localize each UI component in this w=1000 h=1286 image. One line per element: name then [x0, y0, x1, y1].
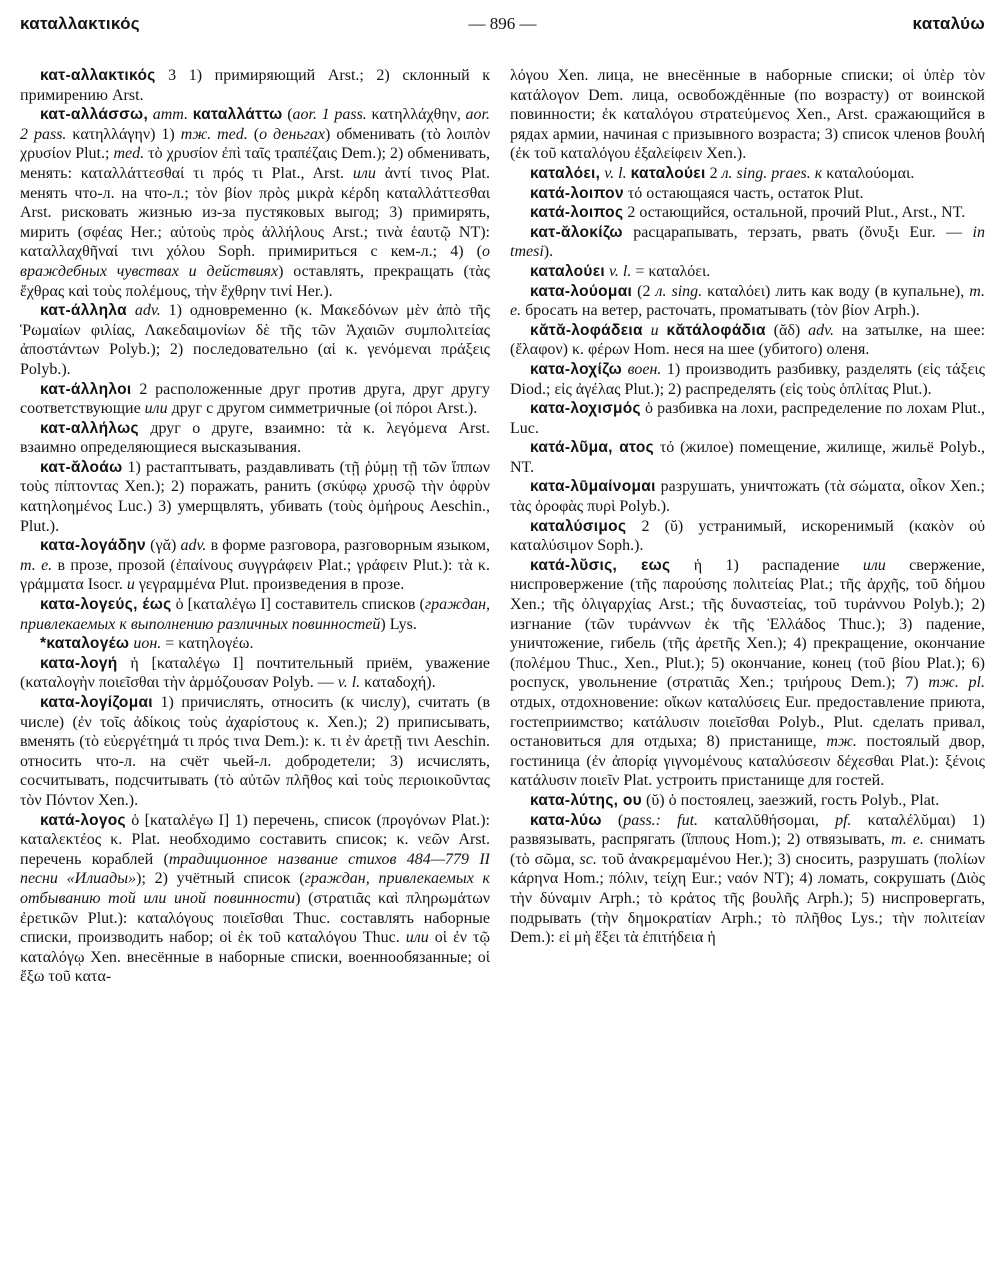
dictionary-entry	[20, 66, 490, 105]
entry-continuation	[510, 66, 985, 164]
entry-text: в форме разговора, разговорным языком,	[206, 537, 490, 555]
entry-text: τό остающаяся часть, остаток Plut.	[623, 184, 864, 202]
entry-italic-text: v. l.	[608, 262, 632, 280]
entry-text: на затылке, на шее: (ἔλαφον) κ. φέρων Hom. неся на шее (убитого) оленя.	[510, 321, 985, 359]
headword: κατ-άλληλα	[40, 302, 127, 320]
entry-text: καταλῠθήσομαι,	[698, 811, 836, 829]
dictionary-entry	[20, 380, 490, 419]
entry-text: = κατηλογέω.	[161, 635, 254, 653]
secondary-headword: καταλούει	[630, 164, 706, 182]
entry-text: οἱ ἐν τῷ καταλόγῳ Xen. внесённые в наборные списки, военнообязанные; οἱ ἔξω τοῦ κατα-	[20, 929, 490, 986]
entry-italic-text: атт.	[152, 106, 189, 124]
entry-text: ὁ [καταλέγω I] 1) перечень, список (προγόνων Plat.): καταλεκτέος κ. Plat. необходимо составить список; κ. νεῶν Arst. перечень кораблей (	[20, 811, 490, 868]
headword: κατ-αλλάσσω,	[40, 106, 149, 124]
headword: κατά-λογος	[40, 811, 126, 829]
entry-italic-text: и	[650, 321, 659, 339]
headword: κᾰτᾰ-λοφάδεια	[530, 321, 643, 339]
entry-text: = καταλόει.	[631, 262, 711, 280]
entry-italic-text: med.	[113, 145, 145, 163]
dictionary-entry	[510, 321, 985, 360]
headword: κατ-αλλακτικός	[40, 67, 156, 84]
entry-text: ) (στρατιᾶς καὶ πληρωμάτων ἐρετικῶν Plut.): καταλόγους ποιεῖσθαι Thuc. составлять наборные списки, производить набор; οἱ ἐκ τοῦ καταλόγου Thuc.	[20, 889, 490, 947]
dictionary-entry	[20, 458, 490, 536]
entry-text: в прозе, прозой (ἐπαίνους συγγράφειν Plat.; γράφειν Plut.): τὰ κ. γράμματα Isocr.	[20, 556, 490, 594]
headword: κατα-λοχίζω	[530, 360, 623, 378]
entry-text: отдых, отдохновение: οἴκων καταλύσεις Eur. предоставление приюта, гостеприимство; κατάλυσιν ποιεῖσθαι Polyb., Plut. сделать привал, остановиться для отдыха; 8) пристанище,	[510, 694, 985, 751]
entry-italic-text: ион.	[133, 635, 162, 653]
entry-text: 2 остающийся, остальной, прочий Plut., Arst., NT.	[623, 204, 966, 222]
dictionary-entry	[20, 105, 490, 301]
entry-text: ).	[543, 243, 554, 261]
dictionary-entry	[510, 477, 985, 516]
secondary-headword: καταλλάττω	[192, 106, 283, 124]
entry-italic-text: т. е.	[510, 282, 985, 320]
dictionary-entry	[510, 438, 985, 477]
entry-italic-text: или	[405, 929, 429, 947]
entry-text: 1) растаптывать, раздавливать (τῇ ῥύμῃ τῇ τῶν ἵππων τοὺς πίπτοντας Xen.); 2) поражать, ранить (σκύφῳ χρυσῷ τὴν ὀφρὺν κατηλοημένος Luc.) 3) умерщвлять, убивать (τοὺς ὁμήρους Aeschin., Plut.).	[20, 458, 490, 535]
dictionary-entry	[510, 203, 985, 223]
entry-italic-text: sc.	[579, 850, 597, 868]
headword: κατα-λογάδην	[40, 537, 146, 555]
dictionary-entry	[20, 654, 490, 693]
dictionary-entry	[510, 791, 985, 811]
entry-text: καταλόει) лить как воду (в купальне),	[702, 282, 970, 300]
entry-text: (ᾰδ)	[765, 321, 809, 339]
headword: κατα-λύω	[530, 811, 602, 829]
entry-italic-text: л. sing. praes. к	[721, 164, 823, 182]
entry-text: постоялый двор, гостиница (ἐν ἀπορίᾳ γιγνομένους καταλύσεσιν δέχεσθαι Plat.): ξένοις κατάλυσιν ποιεῖν Plat. устроить пристанище для гостей.	[510, 733, 985, 790]
entry-text: ) оставлять, прекращать (τὰς ἔχθρας καὶ τοὺς πολέμους, τὴν ἔχθρην τινί Her.).	[20, 262, 490, 300]
dictionary-entry	[510, 282, 985, 321]
dictionary-entry	[510, 556, 985, 791]
entry-italic-text: pf.	[835, 811, 852, 829]
left-column	[20, 66, 490, 1280]
entry-italic-text: л. sing.	[655, 282, 703, 300]
entry-text: разрушать, уничтожать (τὰ σώματα, οἶκον Xen.; τὰς ὀροφὰς πυρὶ Polyb.).	[510, 478, 985, 516]
entry-italic-text: и	[126, 576, 135, 594]
dictionary-entry	[510, 811, 985, 948]
entry-text: ὁ [καταλέγω I] составитель списков (	[171, 596, 425, 614]
secondary-headword: κᾰτάλοφάδια	[666, 321, 766, 339]
headword: κατα-λογεύς, έως	[40, 596, 172, 614]
entry-italic-text: или	[352, 164, 376, 182]
running-head-last-word: καταλύω	[912, 14, 985, 33]
entry-text: ἡ [καταλέγω I] почтительный приём, уважение (καταλογὴν ποιεῖσθαι τὴν ἁρμόζουσαν Polyb. —	[20, 654, 490, 692]
entry-italic-text: граждан, привлекаемых к выполнению различных повинностей	[20, 596, 490, 633]
entry-italic-text: aor. 1 pass.	[292, 106, 367, 124]
entry-text: ἡ 1) распадение	[670, 556, 863, 574]
headword: κατα-λογίζομαι	[40, 694, 153, 711]
entry-text: ὁ разбивка на лохи, распределение по лохам Plut., Luc.	[510, 400, 985, 437]
headword: καταλόει,	[530, 164, 601, 182]
entry-italic-text: граждан, привлекаемых к отбыванию той или иной повинности	[20, 870, 490, 907]
dictionary-entry	[20, 595, 490, 634]
entry-italic-text: adv.	[180, 537, 207, 555]
headword: κατα-λύτης, ου	[530, 791, 642, 809]
page-number: — 896 —	[468, 14, 537, 33]
entry-text: (	[282, 106, 293, 124]
dictionary-entry	[510, 517, 985, 556]
entry-text: ) обменивать (τὸ λοιπὸν χρυσίον Plut.;	[20, 125, 490, 163]
entry-text: τοῦ ἀνακρεμαμένου Her.); 3) сносить, разрушать (πολίων κάρηνα Hom.; πόλιν, τείχη Eur.; ναόν NT); 4) ломать, сокрушать (Διὸς τὴν δύναμιν Arph.; τὸ κράτος τῆς βουλῆς Arph.); 5) ниспровергать, подрывать (τὴν δημοκρατίαν Arph.; τὸ πλῆθος Lys.; τὴν πολιτείαν Dem.): εἰ μὴ ἕξει τὰ ἐπιτήδεια ἡ	[510, 850, 985, 947]
headword: καταλύσιμος	[530, 517, 627, 535]
entry-italic-text: т. е.	[20, 556, 53, 574]
headword: κατα-λούομαι	[530, 282, 633, 300]
entry-text: καταλούομαι.	[822, 164, 915, 182]
entry-text: снимать (τὸ σῶμα,	[510, 831, 985, 868]
entry-text: ); 2) учётный список (	[136, 870, 305, 888]
entry-text: τό (жилое) помещение, жилище, жильё Polyb., NT.	[510, 439, 985, 476]
dictionary-entry	[20, 634, 490, 654]
entry-text: κατηλλάχθην,	[366, 106, 466, 124]
headword: καταλούει	[530, 262, 605, 280]
dictionary-entry	[510, 164, 985, 184]
dictionary-entry	[510, 223, 985, 262]
entry-text: τὸ χρυσίον ἐπὶ ταῖς τραπέζαις Dem.); 2) обменивать, менять: καταλλάττεσθαί τι πρός τι Plat., Arst.	[20, 145, 490, 182]
entry-text: друг о друге, взаимно: τὰ κ. λεγόμενα Arst. взаимно определяющиеся высказывания.	[20, 419, 490, 457]
entry-text: бросать на ветер, расточать, проматывать (τὸν βίον Arph.).	[521, 302, 920, 320]
entry-text: (	[601, 811, 624, 829]
entry-italic-text: тж.	[826, 733, 857, 751]
dictionary-entry	[510, 262, 985, 282]
entry-text: (	[247, 125, 260, 143]
headword: κατα-λογή	[40, 654, 118, 672]
dictionary-entry	[510, 360, 985, 399]
headword: κατα-λῡμαίνομαι	[530, 478, 656, 496]
entry-italic-text: v. l.	[604, 164, 627, 182]
entry-italic-text: или	[144, 400, 168, 418]
entry-text: 1) одновременно (κ. Μακεδόνων μὲν ἀπὸ τῆς Ῥωμαίων φιλίας, Λακεδαιμονίων δὲ τῆς τῶν Ἀχαιῶν συμπολιτείας ἀποστάντων Polyb.); 2) последовательно (αἱ κ. γενόμεναι πράξεις Polyb.).	[20, 302, 490, 378]
entry-text	[127, 302, 135, 319]
entry-text: 2	[705, 164, 722, 182]
entry-text: γεγραμμένα Plut. произведения в прозе.	[134, 576, 405, 594]
page-header	[20, 12, 985, 40]
entry-italic-text: о деньгах	[259, 125, 326, 143]
headword: κατά-λοιπος	[530, 204, 624, 222]
entry-text: (2	[632, 282, 656, 300]
running-head-first-word: καταλλακτικός	[20, 14, 140, 33]
entry-text: друг с другом симметричные (οἱ πόροι Arst.).	[167, 400, 478, 418]
entry-italic-text: pass.: fut.	[623, 811, 699, 829]
dictionary-entry	[510, 184, 985, 204]
headword: κατ-ᾰλοκίζω	[530, 223, 623, 241]
entry-text: λόγου Xen. лица, не внесённые в наборные списки; οἱ ὑπὲρ τὸν κατάλογον Dem. лица, освобождённые (по возрасту) от воинской повинности; ἐκ καταλόγου στρατεύμενος Xen., Arst. сражающийся в рядах армии, начиная с призывного возраста; 3) список членов βουλή (ἐκ τοῦ καταλόγου ἐξαλείφειν Xen.).	[510, 67, 985, 163]
dictionary-entry	[20, 419, 490, 458]
entry-text: 1) производить разбивку, разделять (εἰς τάξεις Diod.; εἰς ἀγέλας Plut.); 2) распределять (εἰς τοὺς ὁπλίτας Plut.).	[510, 360, 985, 398]
headword: κατά-λῠσις, εως	[530, 556, 671, 574]
entry-text: (ῠ) ὁ постоялец, заезжий, гость Polyb., Plat.	[642, 791, 940, 809]
entry-italic-text: adv.	[134, 302, 161, 320]
entry-italic-text: adv.	[808, 321, 835, 339]
headword: κατ-αλλήλως	[40, 419, 139, 437]
entry-text: ) Lys.	[380, 615, 417, 633]
entry-italic-text: воен.	[627, 360, 662, 378]
entry-text: 2 расположенные друг против друга, друг другу соответствующие	[20, 380, 490, 418]
entry-text: свержение, ниспровержение (τῆς παρούσης πολιτείας Plat.; τῆς ἀρχῆς, τοῦ δήμου Xen.; τῆς ὀλιγαρχίας Arst.; τῆς δυναστείας, τοῦ τυράννου Polyb.); 2) изгнание (τῶν τυράννων ἐκ τῆς Ἑλλάδος Thuc.); 3) падение, уничтожение, гибель (τῆς ἀρετῆς Xen.); 4) прекращение, окончание (πολέμου Thuc., Xen., Plut.); 5) окончание, конец (τοῦ βίου Plat.); 6) роспуск, увольнение (στρατιᾶς Xen.; τριήρους Dem.); 7)	[510, 556, 985, 692]
headword: κατ-άλληλοι	[40, 380, 132, 398]
entry-text: 2 (ῠ) устранимый, искоренимый (κακὸν οὐ καταλύσιμον Soph.).	[510, 517, 985, 555]
entry-text: (γᾰ)	[145, 537, 181, 555]
entry-italic-text: или	[862, 556, 886, 574]
entry-italic-text: in tmesi	[510, 223, 985, 261]
headword: κατα-λοχισμός	[530, 400, 641, 418]
entry-italic-text: т. е.	[891, 831, 924, 849]
dictionary-entry	[510, 399, 985, 438]
entry-text: καταδοχή).	[360, 674, 436, 692]
headword: κατά-λῦμα, ατος	[530, 439, 654, 457]
entry-italic-text: v. l.	[337, 674, 361, 692]
entry-italic-text: тж. pl.	[928, 674, 985, 692]
right-column	[510, 66, 985, 1280]
entry-text	[659, 322, 667, 339]
entry-text: καταλέλῠμαι) 1) развязывать, распрягать (ἵππους Hom.); 2) отвязывать,	[510, 811, 985, 849]
dictionary-entry	[20, 811, 490, 987]
entry-italic-text: тж. med.	[180, 125, 248, 143]
entry-text: 3 1) примиряющий Arst.; 2) склонный к примирению Arst.	[20, 67, 490, 104]
dictionary-entry	[20, 693, 490, 811]
headword: *καταλογέω	[40, 635, 130, 653]
entry-italic-text: о враждебных чувствах и действиях	[20, 243, 490, 280]
headword: κατ-ᾰλοάω	[40, 458, 123, 476]
entry-italic-text: aor. 2 pass.	[20, 106, 490, 143]
entry-text: ἀντί τινος Plat. менять что-л. на что-л.; τὸν βίον πρὸς μικρὰ κέρδη καταλλάττεσθαι Arst. рисковать жизнью из-за пустяковых выгод; 3) примирять, мирить (σφέας Her.; αὐτοὺς πρὸς ἀλλήλους Arst.; τινὰ ἑαυτῷ NT): καταλλαχθῆναί τινι χόλου Soph. примириться с кем-л.; 4) (	[20, 164, 490, 261]
entry-text: κατηλλάγην) 1)	[66, 125, 181, 143]
entry-text: расцарапывать, терзать, рвать (ὄνυξι Eur. —	[622, 223, 973, 241]
entry-text: 1) причислять, относить (к числу), считать (в числе) (ἐν τοῖς ἀδίκοις τοὺς ἀχαρίστους κ. Xen.); 2) приписывать, вменять (τὸ εὐεργέτημά τι πρός τινα Dem.): κ. τι ἐν ἀρετῇ τινι Aeschin. относить что-л. на счёт чьей-л. добродетели; 3) исчислять, сосчитывать, подсчитывать (τὸ αὐτῶν πλῆθος καὶ τοὺς περιοικοῦντας τὸν Πόντον Xen.).	[20, 694, 490, 809]
dictionary-entry	[20, 301, 490, 379]
dictionary-entry	[20, 536, 490, 595]
entry-text	[643, 322, 651, 339]
entry-italic-text: традиционное название стихов 484—779 II песни «Илиады»	[20, 850, 490, 888]
headword: κατά-λοιπον	[530, 184, 624, 202]
